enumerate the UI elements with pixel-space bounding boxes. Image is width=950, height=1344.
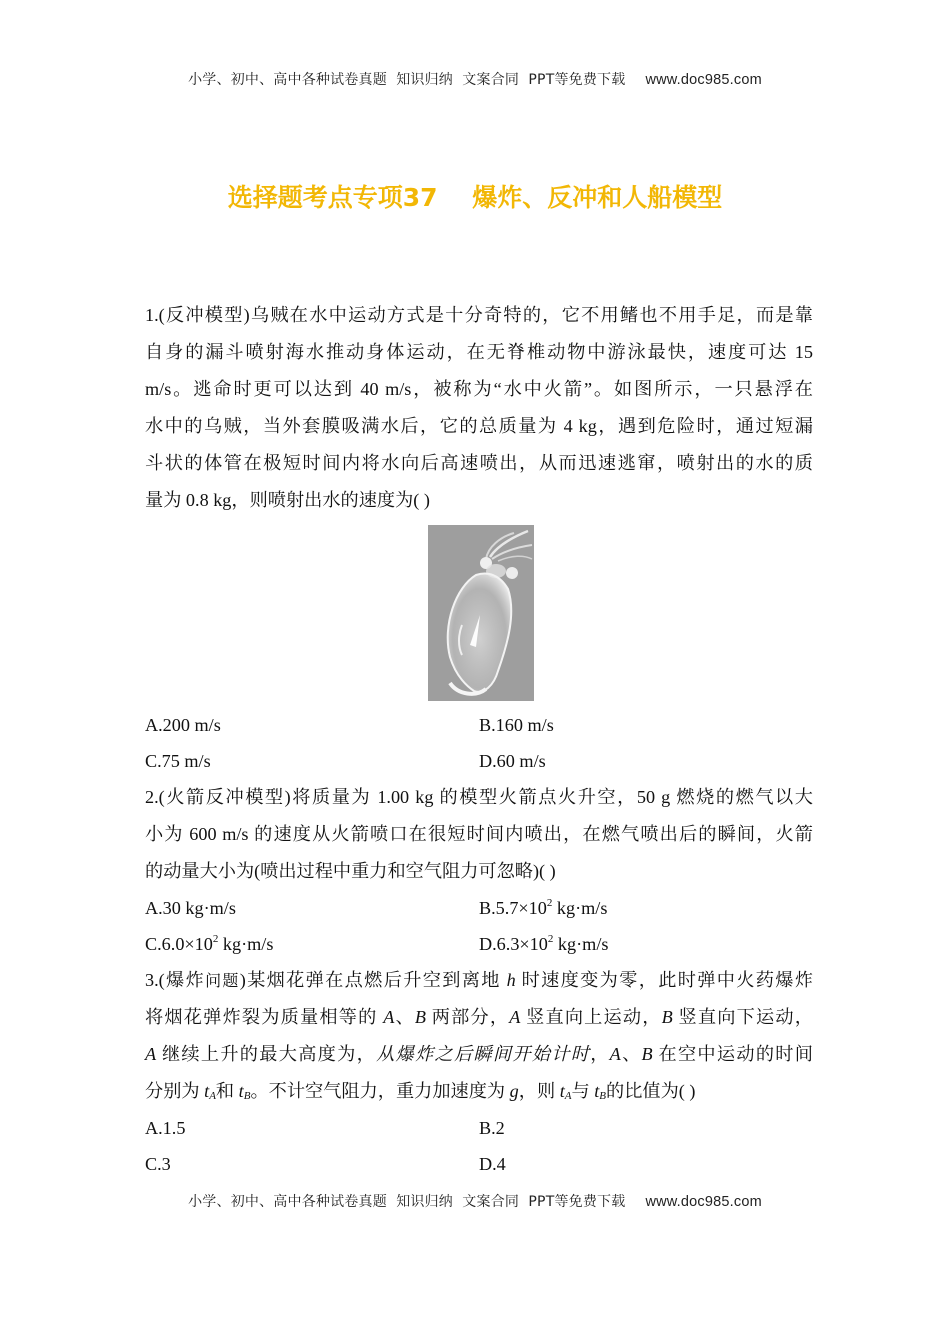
option-b[interactable]: B.160 m/s: [479, 715, 554, 735]
question-1: [145, 297, 813, 779]
question-tag: (火箭反冲模型): [158, 787, 291, 807]
option-d[interactable]: $D.6.3\times 10^2$ kg·m/s: [479, 933, 609, 954]
question-3-line-1: 3.(爆炸问题)某烟花弹在点燃后升空到离地 h 时速度变为零，此时弹中火药爆炸: [145, 970, 813, 990]
option-b[interactable]: $B.5.7\times 10^2$ kg·m/s: [479, 897, 608, 918]
question-1-line-2: 自身的漏斗喷射海水推动身体运动，在无脊椎动物中游泳最快，速度可达 15: [145, 342, 813, 362]
option-a[interactable]: A.1.5: [145, 1118, 186, 1138]
question-1-line-5: 斗状的体管在极短时间内将水向后高速喷出，从而迅速逃窜，喷射出的水的质: [145, 453, 813, 473]
question-1-options-row-1: [145, 707, 813, 743]
question-list: [145, 297, 813, 1182]
question-number: 2.: [145, 787, 159, 807]
question-1-line-1: 1.(反冲模型)乌贼在水中运动方式是十分奇特的，它不用鳍也不用手足，而是靠: [145, 305, 813, 325]
question-2-line-3: 的动量大小为(喷出过程中重力和空气阻力可忽略)( ): [145, 861, 556, 881]
question-1-line-4: 水中的乌贼，当外套膜吸满水后，它的总质量为 4 kg，遇到危险时，通过短漏: [145, 416, 813, 436]
option-a[interactable]: A.200 m/s: [145, 715, 221, 735]
question-2-line-1: 2.(火箭反冲模型)将质量为 1.00 kg 的模型火箭点火升空，50 g 燃烧的燃气以大: [145, 787, 813, 807]
option-c[interactable]: $C.6.0\times 10^2$ kg·m/s: [145, 933, 274, 954]
question-number: 3.: [145, 970, 159, 990]
header-banner-text: 小学、初中、高中各种试卷真题 知识归纳 文案合同 PPT等免费下载: [188, 72, 626, 88]
question-3-line-2: 将烟花弹炸裂为质量相等的 A、B 两部分，A 竖直向上运动，B 竖直向下运动，: [145, 1007, 813, 1027]
question-2: [145, 779, 813, 962]
question-1-line-6: 量为 0.8 kg，则喷射出水的速度为( ): [145, 490, 430, 510]
question-3-line-4: 分别为 tA和 tB。不计空气阻力，重力加速度为 g，则 tA与 tB的比值为( ): [145, 1081, 696, 1102]
option-c[interactable]: C.3: [145, 1154, 171, 1174]
question-tag: (爆炸问题): [158, 970, 246, 990]
question-3-line-3: A 继续上升的最大高度为，从爆炸之后瞬间开始计时，A、B 在空中运动的时间: [145, 1044, 813, 1064]
question-3-options-row-2: [145, 1146, 813, 1182]
question-2-options-row-1: [145, 890, 813, 926]
figure-container: [145, 525, 813, 703]
squid-illustration-icon: [428, 525, 534, 701]
question-1-options-row-2: [145, 743, 813, 779]
footer-banner-text: 小学、初中、高中各种试卷真题 知识归纳 文案合同 PPT等免费下载: [188, 1194, 626, 1210]
page-title: 选择题考点专项37 爆炸、反冲和人船模型: [227, 183, 723, 212]
footer-banner: [0, 1191, 950, 1211]
header-banner-url[interactable]: www.doc985.com: [645, 72, 762, 88]
option-a[interactable]: A.30 kg·m/s: [145, 898, 236, 918]
squid-photo: [428, 525, 534, 701]
question-2-line-2: 小为 600 m/s 的速度从火箭喷口在很短时间内喷出，在燃气喷出后的瞬间，火箭: [145, 824, 813, 844]
question-number: 1.: [145, 305, 159, 325]
question-3-options-row-1: [145, 1110, 813, 1146]
question-2-options-row-2: [145, 926, 813, 962]
question-1-line-3: m/s。逃命时更可以达到 40 m/s，被称为“水中火箭”。如图所示，一只悬浮在: [145, 379, 813, 399]
question-tag: (反冲模型): [158, 305, 250, 325]
option-d[interactable]: D.60 m/s: [479, 751, 546, 771]
question-3: [145, 962, 813, 1182]
option-d[interactable]: D.4: [479, 1154, 506, 1174]
header-banner: [0, 69, 950, 89]
option-c[interactable]: C.75 m/s: [145, 751, 211, 771]
option-b[interactable]: B.2: [479, 1118, 505, 1138]
footer-banner-url[interactable]: www.doc985.com: [645, 1194, 762, 1210]
